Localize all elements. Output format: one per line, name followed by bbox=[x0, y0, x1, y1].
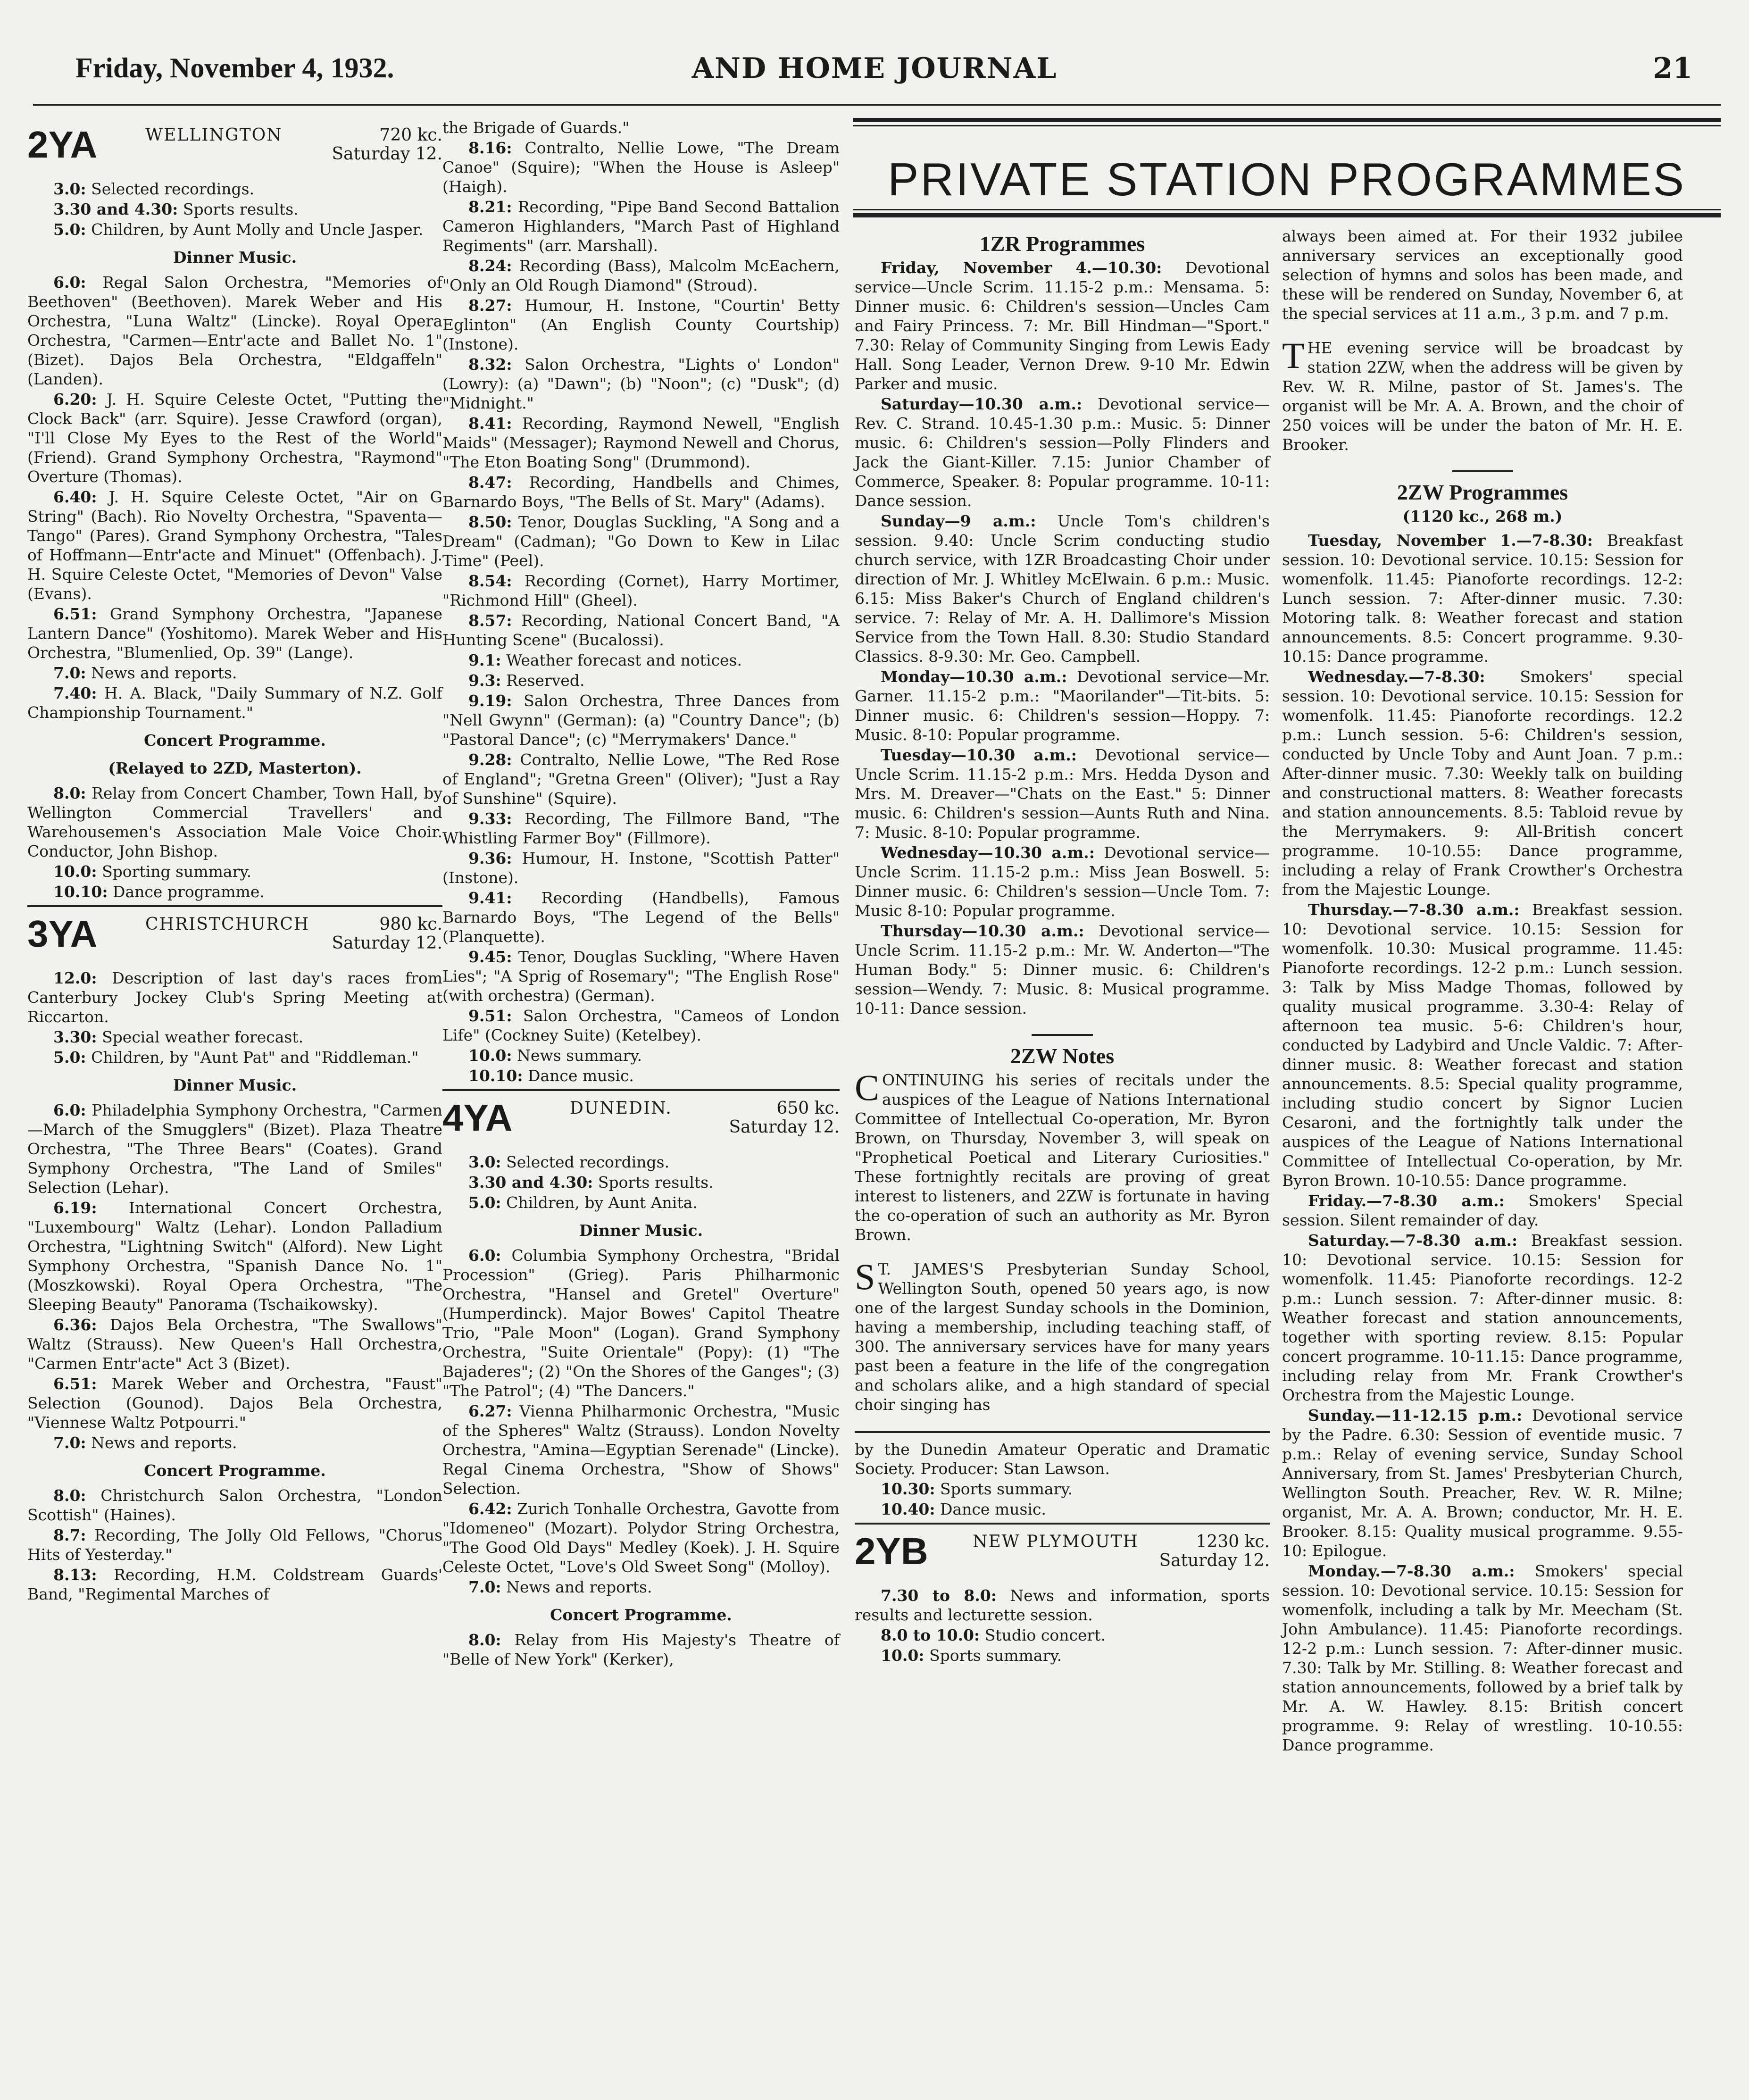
programme-list bbox=[442, 1630, 840, 1669]
programme-list bbox=[27, 179, 442, 239]
entry-text: News and reports. bbox=[506, 1578, 652, 1596]
entry-text: Dance programme. bbox=[113, 883, 265, 901]
programme-entry bbox=[27, 273, 442, 389]
entry-text: Dance music. bbox=[528, 1067, 634, 1085]
entry-time: 6.51: bbox=[53, 1375, 97, 1393]
entry-time: 6.42: bbox=[468, 1500, 512, 1518]
entry-text: Zurich Tonhalle Orchestra, Gavotte from "Idomeneo" (Mozart). Polydor String Orchestra, "The Good Old Days" Medley (Koek). J. H. Squire Celeste Octet, "Love's Old Sweet Song" (Molloy). bbox=[442, 1500, 840, 1576]
entry-time: Thursday—10.30 a.m.: bbox=[881, 922, 1084, 940]
entry-text: Recording (Cornet), Harry Mortimer, "Richmond Hill" (Gheel). bbox=[442, 572, 840, 609]
entry-text: Uncle Tom's children's session. 9.40: Uncle Scrim conducting studio church service, with 1ZR Broadcasting Choir under direction of Mr. J. Whitley McElwain. 6 p.m.: Music. 6.15: Miss Baker's Church of England children's service. 7: Relay of Mr. A. H. Dallimore's Mission Service from the Town Hall. 8.30: Studio Standard Classics. 8-9.30: Mr. Geo. Campbell. bbox=[855, 512, 1270, 666]
programme-list bbox=[27, 1486, 442, 1604]
callsign: 3YA bbox=[27, 913, 98, 955]
entry-text: News and information, sports results and lecturette session. bbox=[855, 1586, 1270, 1624]
entry-text: Weather forecast and notices. bbox=[506, 651, 742, 669]
entry-time: 8.47: bbox=[468, 473, 512, 492]
entry-time: 8.7: bbox=[53, 1526, 86, 1544]
entry-time: 3.30: bbox=[53, 1028, 97, 1046]
entry-time: 6.19: bbox=[53, 1199, 97, 1217]
entry-text: International Concert Orchestra, "Luxembourg" Waltz (Lehar). London Palladium Orchestra, "Lightning Switch" (Alford). New Light Symphony Orchestra, "Spanish Dance No. 1" (Moszkowski). Royal Opera Orchestra, "The Sleeping Beauty" Panorama (Tschaikowsky). bbox=[27, 1199, 442, 1314]
entry-time: 10.10: bbox=[53, 883, 108, 901]
frequency: 720 kc. bbox=[379, 125, 442, 145]
entry-time: 10.40: bbox=[881, 1500, 935, 1518]
entry-time: 10.10: bbox=[468, 1067, 523, 1085]
programme-entry bbox=[855, 843, 1270, 920]
rule bbox=[855, 1431, 1270, 1433]
entry-text: Devotional service—Uncle Scrim. 11.15-2 p.m.: Mensama. 5: Dinner music. 6: Children's session—Uncles Cam and Fairy Princess. 7: Mr. Bill Hindman—"Sport." 7.30: Relay of Community Singing from Lewis Eady Hall. Song Leader, Vernon Drew. 9-10 Mr. Edwin Parker and music. bbox=[855, 258, 1270, 393]
programme-list bbox=[855, 258, 1270, 1018]
entry-text: Reserved. bbox=[506, 671, 585, 690]
entry-text: Breakfast session. 10: Devotional service. 10.15: Session for womenfolk. 11.45: Pianoforte recordings. 12-2 p.m.: Lunch session. 7: After-dinner music. 8: Weather forecast and station announcements, together with sporting review. 8.15: Popular concert programme. 10-11.15: Dance programme, including relay from Mr. Frank Crowther's Orchestra from the Majestic Lounge. bbox=[1282, 1231, 1683, 1404]
section-heading: Concert Programme. bbox=[144, 1461, 326, 1480]
entry-time: 6.36: bbox=[53, 1316, 97, 1334]
entry-text: Recording (Bass), Malcolm McEachern, "Only an Old Rough Diamond" (Stroud). bbox=[442, 257, 840, 294]
programme-entry bbox=[27, 1315, 442, 1373]
programme-entry bbox=[1282, 1406, 1683, 1560]
section-heading: Dinner Music. bbox=[173, 1076, 297, 1094]
programme-entry bbox=[855, 1646, 1270, 1665]
station-2yb-header bbox=[855, 1523, 1270, 1576]
entry-text: Selected recordings. bbox=[506, 1153, 670, 1171]
programme-entry bbox=[27, 200, 442, 219]
entry-text: Sporting summary. bbox=[102, 862, 252, 881]
entry-time: 9.36: bbox=[468, 849, 512, 867]
1zr-heading: 1ZR Programmes bbox=[979, 232, 1145, 256]
short-rule bbox=[1452, 470, 1513, 472]
continued-text: by the Dunedin Amateur Operatic and Dramatic Society. Producer: Stan Lawson. bbox=[855, 1440, 1270, 1478]
programme-list bbox=[855, 1479, 1270, 1519]
programme-entry bbox=[442, 571, 840, 610]
programme-entry bbox=[442, 1577, 840, 1597]
entry-text: Marek Weber and Orchestra, "Faust" Selection (Gounod). Dajos Bela Orchestra, "Viennese Waltz Potpourri." bbox=[27, 1375, 442, 1432]
entry-time: 3.0: bbox=[468, 1153, 501, 1171]
entry-time: Sunday—9 a.m.: bbox=[881, 512, 1036, 530]
entry-text: News and reports. bbox=[91, 664, 237, 682]
programme-entry bbox=[442, 650, 840, 670]
station-4ya-header bbox=[442, 1089, 840, 1143]
entry-text: Dajos Bela Orchestra, "The Swallows" Waltz (Strauss). New Queen's Hall Orchestra, "Carmen Entr'acte" Act 3 (Bizet). bbox=[27, 1316, 442, 1373]
entry-time: 10.30: bbox=[881, 1480, 935, 1498]
programme-entry bbox=[1282, 1561, 1683, 1755]
day: Saturday 12. bbox=[332, 933, 442, 953]
journal-title: AND HOME JOURNAL bbox=[691, 52, 1058, 85]
entry-time: Thursday.—7-8.30 a.m.: bbox=[1308, 900, 1520, 919]
entry-text: Studio concert. bbox=[984, 1626, 1106, 1644]
programme-entry bbox=[855, 1586, 1270, 1625]
programme-entry bbox=[442, 1401, 840, 1498]
programme-entry bbox=[27, 1565, 442, 1604]
entry-text: Devotional service—Rev. C. Strand. 10.45-1.30 p.m.: Music. 5: Dinner music. 6: Children's session—Polly Flinders and Jack the Giant-Killer. 7.15: Junior Chamber of Commerce, Speaker. 8: Popular programme. 10-11: Dance session. bbox=[855, 395, 1270, 510]
entry-text: Relay from Concert Chamber, Town Hall, by Wellington Commercial Travellers' and Warehousemen's Association Male Voice Choir. Conductor, John Bishop. bbox=[27, 784, 442, 860]
entry-time: 10.0: bbox=[881, 1646, 924, 1665]
issue-date: Friday, November 4, 1932. bbox=[75, 52, 394, 83]
notes-paragraph bbox=[1282, 335, 1683, 454]
programme-entry bbox=[855, 1479, 1270, 1499]
entry-text: Breakfast session. 10: Devotional service. 10.15: Session for womenfolk. 11.45: Pianoforte recordings. 12-2: Lunch session. 7: After-dinner music. 7.30: Motoring talk. 8: Weather forecast and station announcements. 8.5: Concert programme. 9.30-10.15: Dance programme. bbox=[1282, 531, 1683, 666]
programme-entry bbox=[27, 179, 442, 199]
2zw-frequency: (1120 kc., 268 m.) bbox=[1402, 507, 1563, 525]
entry-time: 6.0: bbox=[53, 1101, 86, 1119]
programme-entry bbox=[442, 138, 840, 196]
entry-time: Monday.—7-8.30 a.m.: bbox=[1308, 1562, 1515, 1580]
programme-entry bbox=[855, 1625, 1270, 1645]
programme-entry bbox=[27, 783, 442, 861]
entry-time: 8.0: bbox=[53, 784, 86, 802]
entry-text: Grand Symphony Orchestra, "Japanese Lantern Dance" (Yoshitomo). Marek Weber and His Orchestra, "Blumenlied, Op. 39" (Lange). bbox=[27, 605, 442, 662]
entry-text: Sports results. bbox=[598, 1173, 714, 1192]
entry-time: 6.27: bbox=[468, 1402, 512, 1420]
programme-entry bbox=[442, 296, 840, 354]
entry-text: Relay from His Majesty's Theatre of "Belle of New York" (Kerker), bbox=[442, 1631, 840, 1668]
programme-entry bbox=[442, 809, 840, 848]
paragraph-text: ONTINUING his series of recitals under the auspices of the League of Nations International Committee of Intellectual Co-operation, Mr. Byron Brown, on Thursday, November 3, will speak on "Prophetical Poetical and Literary Curiosities." These fortnightly recitals are proving of great interest to listeners, and 2ZW is fortunate in having the co-operation of such an authority as Mr. Byron Brown. bbox=[855, 1071, 1270, 1244]
2zw-programmes-heading: 2ZW Programmes bbox=[1397, 480, 1568, 504]
programme-list bbox=[442, 138, 840, 1085]
programme-entry bbox=[442, 1193, 840, 1212]
entry-time: 6.51: bbox=[53, 605, 97, 623]
entry-text: Children, by Aunt Anita. bbox=[506, 1193, 698, 1212]
entry-time: Monday—10.30 a.m.: bbox=[881, 667, 1067, 686]
entry-text: Salon Orchestra, Three Dances from "Nell Gwynn" (German): (a) "Country Dance"; (b) "Pastoral Dance"; (c) "Merrymakers' Dance." bbox=[442, 692, 840, 749]
entry-time: 7.0: bbox=[53, 664, 86, 682]
programme-entry bbox=[27, 1486, 442, 1525]
programme-entry bbox=[1282, 531, 1683, 666]
frequency: 980 kc. bbox=[379, 915, 442, 934]
day: Saturday 12. bbox=[332, 144, 442, 164]
section-subheading: (Relayed to 2ZD, Masterton). bbox=[108, 759, 362, 777]
entry-time: 5.0: bbox=[53, 220, 86, 239]
entry-text: Humour, H. Instone, "Courtin' Betty Eglinton" (An English County Courtship) (Instone). bbox=[442, 296, 840, 353]
entry-time: 8.0: bbox=[468, 1631, 501, 1649]
day: Saturday 12. bbox=[729, 1117, 840, 1137]
entry-time: Sunday.—11-12.15 p.m.: bbox=[1308, 1406, 1523, 1425]
entry-text: Recording, H.M. Coldstream Guards' Band, "Regimental Marches of bbox=[27, 1566, 442, 1603]
entry-time: 7.0: bbox=[53, 1433, 86, 1452]
rule bbox=[853, 209, 1721, 210]
entry-text: Dance music. bbox=[940, 1500, 1046, 1518]
entry-time: 8.41: bbox=[468, 414, 512, 433]
entry-text: Regal Salon Orchestra, "Memories of Beethoven" (Beethoven). Marek Weber and His Orchestra, "Luna Waltz" (Lincke). Royal Opera Orchestra, "Carmen—Entr'acte and Ballet No. 1" (Bizet). Dajos Bela Orchestra, "Eldgaffeln" (Landen). bbox=[27, 273, 442, 388]
entry-text: Recording, Handbells and Chimes, Barnardo Boys, "The Bells of St. Mary" (Adams). bbox=[442, 473, 840, 511]
callsign: 2YA bbox=[27, 124, 98, 166]
programme-entry bbox=[27, 1433, 442, 1452]
column-4 bbox=[1282, 226, 1683, 1756]
programme-entry bbox=[442, 849, 840, 887]
entry-text: Christchurch Salon Orchestra, "London Scottish" (Haines). bbox=[27, 1486, 442, 1524]
programme-entry bbox=[442, 256, 840, 295]
entry-text: Recording, "Pipe Band Second Battalion Cameron Highlanders, "March Past of Highland Regiments" (arr. Marshall). bbox=[442, 198, 840, 255]
programme-entry bbox=[442, 671, 840, 690]
programme-entry bbox=[442, 1152, 840, 1172]
programme-entry bbox=[855, 667, 1270, 744]
entry-text: Selected recordings. bbox=[91, 180, 255, 198]
programme-entry bbox=[442, 355, 840, 413]
entry-text: Recording, Raymond Newell, "English Maids" (Messager); Raymond Newell and Chorus, "The Eton Boating Song" (Drummond). bbox=[442, 414, 840, 471]
entry-text: Devotional service by the Padre. 6.30: Session of eventide music. 7 p.m.: Relay of evening service, Sunday School Anniversary, from St. James' Presbyterian Church, Wellington South. Preacher, Rev. W. R. Milne; organist, Mr. A. A. Brown; conductor, Mr. H. E. Brooker. 8.15: Quality musical programme. 9.55-10: Epilogue. bbox=[1282, 1406, 1683, 1560]
entry-time: 6.20: bbox=[53, 390, 97, 408]
entry-text: News summary. bbox=[517, 1046, 642, 1065]
entry-text: Description of last day's races from Canterbury Jockey Club's Spring Meeting at Riccarton. bbox=[27, 969, 442, 1026]
entry-time: 9.3: bbox=[468, 671, 501, 690]
entry-time: Wednesday—10.30 a.m.: bbox=[881, 843, 1095, 862]
entry-time: Friday.—7-8.30 a.m.: bbox=[1308, 1192, 1505, 1210]
section-heading: Dinner Music. bbox=[579, 1221, 703, 1240]
entry-time: Saturday—10.30 a.m.: bbox=[881, 395, 1083, 413]
entry-text: Vienna Philharmonic Orchestra, "Music of the Spheres" Waltz (Strauss). London Novelty Orchestra, "Amina—Egyptian Serenade" (Lincke). Regal Cinema Orchestra, "Show of Shows" Selection. bbox=[442, 1402, 840, 1498]
entry-text: Contralto, Nellie Lowe, "The Dream Canoe" (Squire); "When the House is Asleep" (Haigh). bbox=[442, 139, 840, 196]
entry-time: 9.51: bbox=[468, 1007, 512, 1025]
notes-continued: always been aimed at. For their 1932 jubilee anniversary services an exceptionally good selection of hymns and solos has been made, and these will be rendered on Sunday, November 6, at the special services at 11 a.m., 3 p.m. and 7 p.m. bbox=[1282, 227, 1683, 323]
entry-time: 9.28: bbox=[468, 750, 512, 769]
programme-entry bbox=[442, 1499, 840, 1576]
programme-entry bbox=[27, 862, 442, 881]
programme-list bbox=[855, 1586, 1270, 1665]
entry-text: Smokers' special session. 10: Devotional service. 10.15: Session for womenfolk, including a talk by Mr. Meecham (St. John Ambulance). 11.45: Pianoforte recordings. 12-2 p.m.: Lunch session. 7: After-dinner music. 7.30: Talk by Mr. Stilling. 8: Weather forecast and station announcements, followed by a brief talk by Mr. A. W. Hawley. 8.15: British concert programme. 9: Relay of wrestling. 10-10.55: Dance programme. bbox=[1282, 1562, 1683, 1754]
entry-time: Tuesday, November 1.—7-8.30: bbox=[1308, 531, 1593, 550]
entry-text: Tenor, Douglas Suckling, "A Song and a Dream" (Cadman); "Go Down to Kew in Lilac Time" (Peel). bbox=[442, 513, 840, 570]
programme-entry bbox=[27, 604, 442, 662]
programme-entry bbox=[442, 473, 840, 511]
callsign: 2YB bbox=[855, 1530, 928, 1572]
programme-entry bbox=[27, 663, 442, 683]
entry-time: 5.0: bbox=[468, 1193, 501, 1212]
entry-text: H. A. Black, "Daily Summary of N.Z. Golf Championship Tournament." bbox=[27, 684, 442, 722]
station-3ya-header bbox=[27, 905, 442, 959]
programme-entry bbox=[442, 512, 840, 570]
entry-time: 7.0: bbox=[468, 1578, 501, 1596]
section-title: PRIVATE STATION PROGRAMMES bbox=[887, 153, 1686, 205]
programme-entry bbox=[855, 921, 1270, 1018]
entry-time: 8.54: bbox=[468, 572, 512, 590]
city: NEW PLYMOUTH bbox=[973, 1532, 1139, 1551]
entry-text: J. H. Squire Celeste Octet, "Putting the Clock Back" (arr. Squire). Jesse Crawford (organ), "I'll Close My Eyes to the Rest of the World" (Friend). Grand Symphony Orchestra, "Raymond" Overture (Thomas). bbox=[27, 390, 442, 486]
entry-text: Contralto, Nellie Lowe, "The Red Rose of England"; "Gretna Green" (Oliver); "Just a Ray of Sunshine" (Squire). bbox=[442, 750, 840, 808]
entry-text: News and reports. bbox=[91, 1433, 237, 1452]
short-rule bbox=[1032, 1034, 1093, 1036]
entry-text: Special weather forecast. bbox=[102, 1028, 304, 1046]
programme-entry bbox=[855, 258, 1270, 393]
entry-text: Smokers' Special session. Silent remainder of day. bbox=[1282, 1192, 1683, 1229]
programme-entry bbox=[1282, 900, 1683, 1190]
entry-time: 7.30 to 8.0: bbox=[881, 1586, 997, 1605]
entry-time: 8.57: bbox=[468, 611, 512, 630]
entry-time: 9.19: bbox=[468, 692, 512, 710]
entry-time: 8.0: bbox=[53, 1486, 86, 1505]
programme-entry bbox=[27, 968, 442, 1026]
paragraph-text: HE evening service will be broadcast by station 2ZW, when the address will be given by Rev. W. R. Milne, pastor of St. James's. The organist will be Mr. A. A. Brown, and the choir of 250 voices will be under the baton of Mr. H. E. Brooker. bbox=[1282, 339, 1683, 454]
programme-entry bbox=[855, 745, 1270, 842]
programme-entry bbox=[442, 197, 840, 255]
programme-entry bbox=[442, 414, 840, 472]
entry-time: 8.50: bbox=[468, 513, 512, 531]
programme-entry bbox=[442, 1066, 840, 1085]
paragraph-text: T. JAMES'S Presbyterian Sunday School, Wellington South, opened 50 years ago, is now one of the largest Sunday schools in the Dominion, having a membership, including teaching staff, of 300. The anniversary services have for many years past been a feature in the life of the congregation and scholars alike, and a high standard of special choir singing has bbox=[855, 1260, 1270, 1414]
entry-text: Sports summary. bbox=[929, 1646, 1062, 1665]
frequency: 650 kc. bbox=[776, 1099, 840, 1118]
programme-entry bbox=[442, 888, 840, 946]
programme-list bbox=[27, 783, 442, 901]
section-heading: Dinner Music. bbox=[173, 248, 297, 267]
entry-time: 6.40: bbox=[53, 488, 97, 506]
header-rule bbox=[33, 104, 1721, 106]
programme-entry bbox=[1282, 1191, 1683, 1230]
programme-entry bbox=[27, 220, 442, 239]
programme-entry bbox=[27, 1525, 442, 1564]
entry-time: 8.21: bbox=[468, 198, 512, 216]
entry-time: 3.30 and 4.30: bbox=[468, 1173, 593, 1192]
entry-time: 8.32: bbox=[468, 355, 512, 374]
2zw-notes-heading: 2ZW Notes bbox=[1010, 1044, 1115, 1068]
drop-cap: C bbox=[855, 1067, 880, 1108]
entry-time: 9.33: bbox=[468, 809, 512, 828]
programme-entry bbox=[855, 1500, 1270, 1519]
section-heading: Concert Programme. bbox=[144, 731, 326, 750]
programme-list bbox=[27, 1100, 442, 1452]
programme-entry bbox=[27, 1198, 442, 1314]
programme-entry bbox=[27, 390, 442, 486]
private-programmes-banner bbox=[853, 118, 1721, 217]
rule bbox=[853, 125, 1721, 126]
entry-text: Tenor, Douglas Suckling, "Where Haven Lies"; "A Sprig of Rosemary"; "The English Rose" (with orchestra) (German). bbox=[442, 948, 840, 1005]
programme-entry bbox=[27, 1027, 442, 1047]
programme-entry bbox=[442, 750, 840, 808]
programme-list bbox=[442, 1152, 840, 1212]
entry-time: 9.1: bbox=[468, 651, 501, 669]
entry-text: Recording, National Concert Band, "A Hunting Scene" (Bucalossi). bbox=[442, 611, 840, 649]
programme-list bbox=[27, 968, 442, 1067]
programme-entry bbox=[27, 487, 442, 603]
programme-entry bbox=[27, 683, 442, 722]
entry-time: 10.0: bbox=[468, 1046, 512, 1065]
page-number: 21 bbox=[1653, 52, 1692, 85]
entry-time: 8.0 to 10.0: bbox=[881, 1626, 980, 1644]
programme-entry bbox=[442, 611, 840, 650]
column-2 bbox=[442, 118, 840, 1670]
rule bbox=[853, 213, 1721, 217]
day: Saturday 12. bbox=[1159, 1551, 1270, 1570]
notes-paragraph bbox=[855, 1256, 1270, 1414]
entry-text: Children, by "Aunt Pat" and "Riddleman." bbox=[91, 1048, 419, 1067]
drop-cap: S bbox=[855, 1256, 875, 1297]
notes-paragraph bbox=[855, 1067, 1270, 1244]
entry-text: Smokers' special session. 10: Devotional service. 10.15: Session for womenfolk. 11.45: Pianoforte recordings. 12.2 p.m.: Lunch session. 5-6: Children's session, conducted by Uncle Toby and Aunt Joan. 7 p.m.: After-dinner music. 7.30: Weekly talk on building and constructional matters. 8: Weather forecasts and station announcements. 8.5: Tabloid revue by the Merrymakers. 9: All-British concert programme. 10-10.55: Dance programme, including a relay of Frank Crowther's Orchestra from the Majestic Lounge. bbox=[1282, 667, 1683, 899]
entry-time: 9.41: bbox=[468, 889, 512, 907]
programme-entry bbox=[855, 511, 1270, 666]
programme-entry bbox=[27, 1100, 442, 1197]
entry-time: 7.40: bbox=[53, 684, 97, 702]
programme-entry bbox=[442, 1006, 840, 1045]
programme-entry bbox=[1282, 667, 1683, 899]
entry-time: 6.0: bbox=[53, 273, 86, 292]
programme-entry bbox=[442, 947, 840, 1005]
programme-list bbox=[1282, 531, 1683, 1755]
section-heading: Concert Programme. bbox=[550, 1606, 732, 1624]
entry-time: 10.0: bbox=[53, 862, 97, 881]
entry-time: Tuesday—10.30 a.m.: bbox=[881, 746, 1077, 764]
city: CHRISTCHURCH bbox=[145, 915, 310, 934]
entry-time: 8.16: bbox=[468, 139, 512, 157]
programme-entry bbox=[442, 1046, 840, 1065]
programme-entry bbox=[27, 882, 442, 901]
entry-text: Philadelphia Symphony Orchestra, "Carmen—March of the Smugglers" (Bizet). Plaza Theatre Orchestra, "The Three Bears" (Coates). Grand Symphony Orchestra, "The Land of Smiles" Selection (Lehar). bbox=[27, 1101, 442, 1197]
entry-text: Sports results. bbox=[183, 200, 299, 218]
entry-time: 6.0: bbox=[468, 1246, 501, 1265]
column-1 bbox=[27, 118, 442, 1605]
city: WELLINGTON bbox=[145, 125, 283, 145]
entry-text: Salon Orchestra, "Lights o' London" (Lowry): (a) "Dawn"; (b) "Noon"; (c) "Dusk"; (d) "Midnight." bbox=[442, 355, 840, 412]
entry-text: Recording, The Fillmore Band, "The Whistling Farmer Boy" (Fillmore). bbox=[442, 809, 840, 847]
entry-text: J. H. Squire Celeste Octet, "Air on G String" (Bach). Rio Novelty Orchestra, "Spaventa—Tango" (Pares). Grand Symphony Orchestra, "Tales of Hoffmann—Entr'acte and Minuet" (Offenbach). J. H. Squire Celeste Octet, "Memories of Devon" Valse (Evans). bbox=[27, 488, 442, 603]
programme-list bbox=[442, 1246, 840, 1597]
entry-text: Columbia Symphony Orchestra, "Bridal Procession" (Grieg). Paris Philharmonic Orchestra, "Hansel and Gretel" Overture" (Humperdinck). Major Bowes' Capitol Theatre Trio, "Pale Moon" (Logan). Grand Symphony Orchestra, "Suite Orientale" (Popy): (1) "The Bajaderes"; (2) "On the Shores of the Ganges"; (3) "The Patrol"; (4) "The Dancers." bbox=[442, 1246, 840, 1400]
entry-text: Children, by Aunt Molly and Uncle Jasper. bbox=[91, 220, 424, 239]
entry-time: Saturday.—7-8.30 a.m.: bbox=[1308, 1231, 1518, 1250]
entry-text: Recording (Handbells), Famous Barnardo Boys, "The Legend of the Bells" (Planquette). bbox=[442, 889, 840, 946]
programme-entry bbox=[442, 1630, 840, 1669]
programme-entry bbox=[1282, 1231, 1683, 1405]
column-3 bbox=[855, 226, 1270, 1666]
programme-entry bbox=[442, 1173, 840, 1192]
entry-time: 3.30 and 4.30: bbox=[53, 200, 178, 218]
entry-time: 5.0: bbox=[53, 1048, 86, 1067]
entry-time: 3.0: bbox=[53, 180, 86, 198]
programme-entry bbox=[855, 394, 1270, 510]
city: DUNEDIN. bbox=[570, 1099, 672, 1118]
rule bbox=[853, 118, 1721, 122]
continued-text: the Brigade of Guards." bbox=[442, 118, 630, 137]
entry-text: Devotional service—Uncle Scrim. 11.15-2 p.m.: Mr. W. Anderton—"The Human Body." 5: Dinner music. 6: Children's session—Wendy. 7: Music. 8: Musical programme. 10-11: Dance session. bbox=[855, 922, 1270, 1017]
station-2ya-header bbox=[27, 118, 442, 170]
entry-time: 8.24: bbox=[468, 257, 512, 275]
entry-text: Humour, H. Instone, "Scottish Patter" (Instone). bbox=[442, 849, 840, 887]
entry-text: Devotional service—Uncle Scrim. 11.15-2 p.m.: Mrs. Hedda Dyson and Mrs. M. Dreaver—"Chats on the East." 5: Dinner music. 6: Children's session—Aunts Ruth and Nina. 7: Music. 8-10: Popular programme. bbox=[855, 746, 1270, 842]
entry-text: Devotional service—Uncle Scrim. 11.15-2 p.m.: Miss Jean Boswell. 5: Dinner music. 6: Children's session—Uncle Tom. 7: Music 8-10: Popular programme. bbox=[855, 843, 1270, 920]
entry-text: Recording, The Jolly Old Fellows, "Chorus Hits of Yesterday." bbox=[27, 1526, 443, 1564]
programme-entry bbox=[442, 691, 840, 749]
callsign: 4YA bbox=[442, 1097, 513, 1139]
drop-cap: T bbox=[1282, 335, 1305, 376]
entry-time: 8.13: bbox=[53, 1566, 97, 1584]
entry-time: 12.0: bbox=[53, 969, 97, 987]
entry-text: Breakfast session. 10: Devotional service. 10.15: Session for womenfolk. 10.30: Musical programme. 11.45: Pianoforte recordings. 12-2 p.m.: Lunch session. 3: Talk by Miss Madge Thomas, followed by quality musical programme. 3.30-4: Relay of afternoon tea music. 5-6: Children's hour, conducted by Ladybird and Uncle Valdic. 7: After-dinner music. 8: Weather forecast and station announcements. 8.5: Special quality programme, including studio concert by Signor Lucien Cesaroni, and the fortnightly talk under the auspices of the League of Nations International Committee of Intellectual Co-operation, by Mr. Byron Brown. 10-10.55: Dance programme. bbox=[1282, 900, 1683, 1190]
programme-entry bbox=[27, 1374, 442, 1432]
entry-time: 9.45: bbox=[468, 948, 512, 966]
entry-text: Devotional service—Mr. Garner. 11.15-2 p.m.: "Maorilander"—Tit-bits. 5: Dinner music. 6: Children's session—Hoppy. 7: Music. 8-10: Popular programme. bbox=[855, 667, 1270, 744]
programme-entry bbox=[27, 1048, 442, 1067]
entry-text: Sports summary. bbox=[940, 1480, 1073, 1498]
entry-time: Friday, November 4.—10.30: bbox=[881, 258, 1162, 277]
programme-list bbox=[27, 273, 442, 722]
programme-entry bbox=[442, 1246, 840, 1400]
page-header bbox=[28, 52, 1721, 94]
entry-text: Salon Orchestra, "Cameos of London Life" (Cockney Suite) (Ketelbey). bbox=[442, 1007, 840, 1044]
entry-time: 8.27: bbox=[468, 296, 512, 315]
entry-time: Wednesday.—7-8.30: bbox=[1308, 667, 1485, 686]
frequency: 1230 kc. bbox=[1196, 1532, 1270, 1551]
